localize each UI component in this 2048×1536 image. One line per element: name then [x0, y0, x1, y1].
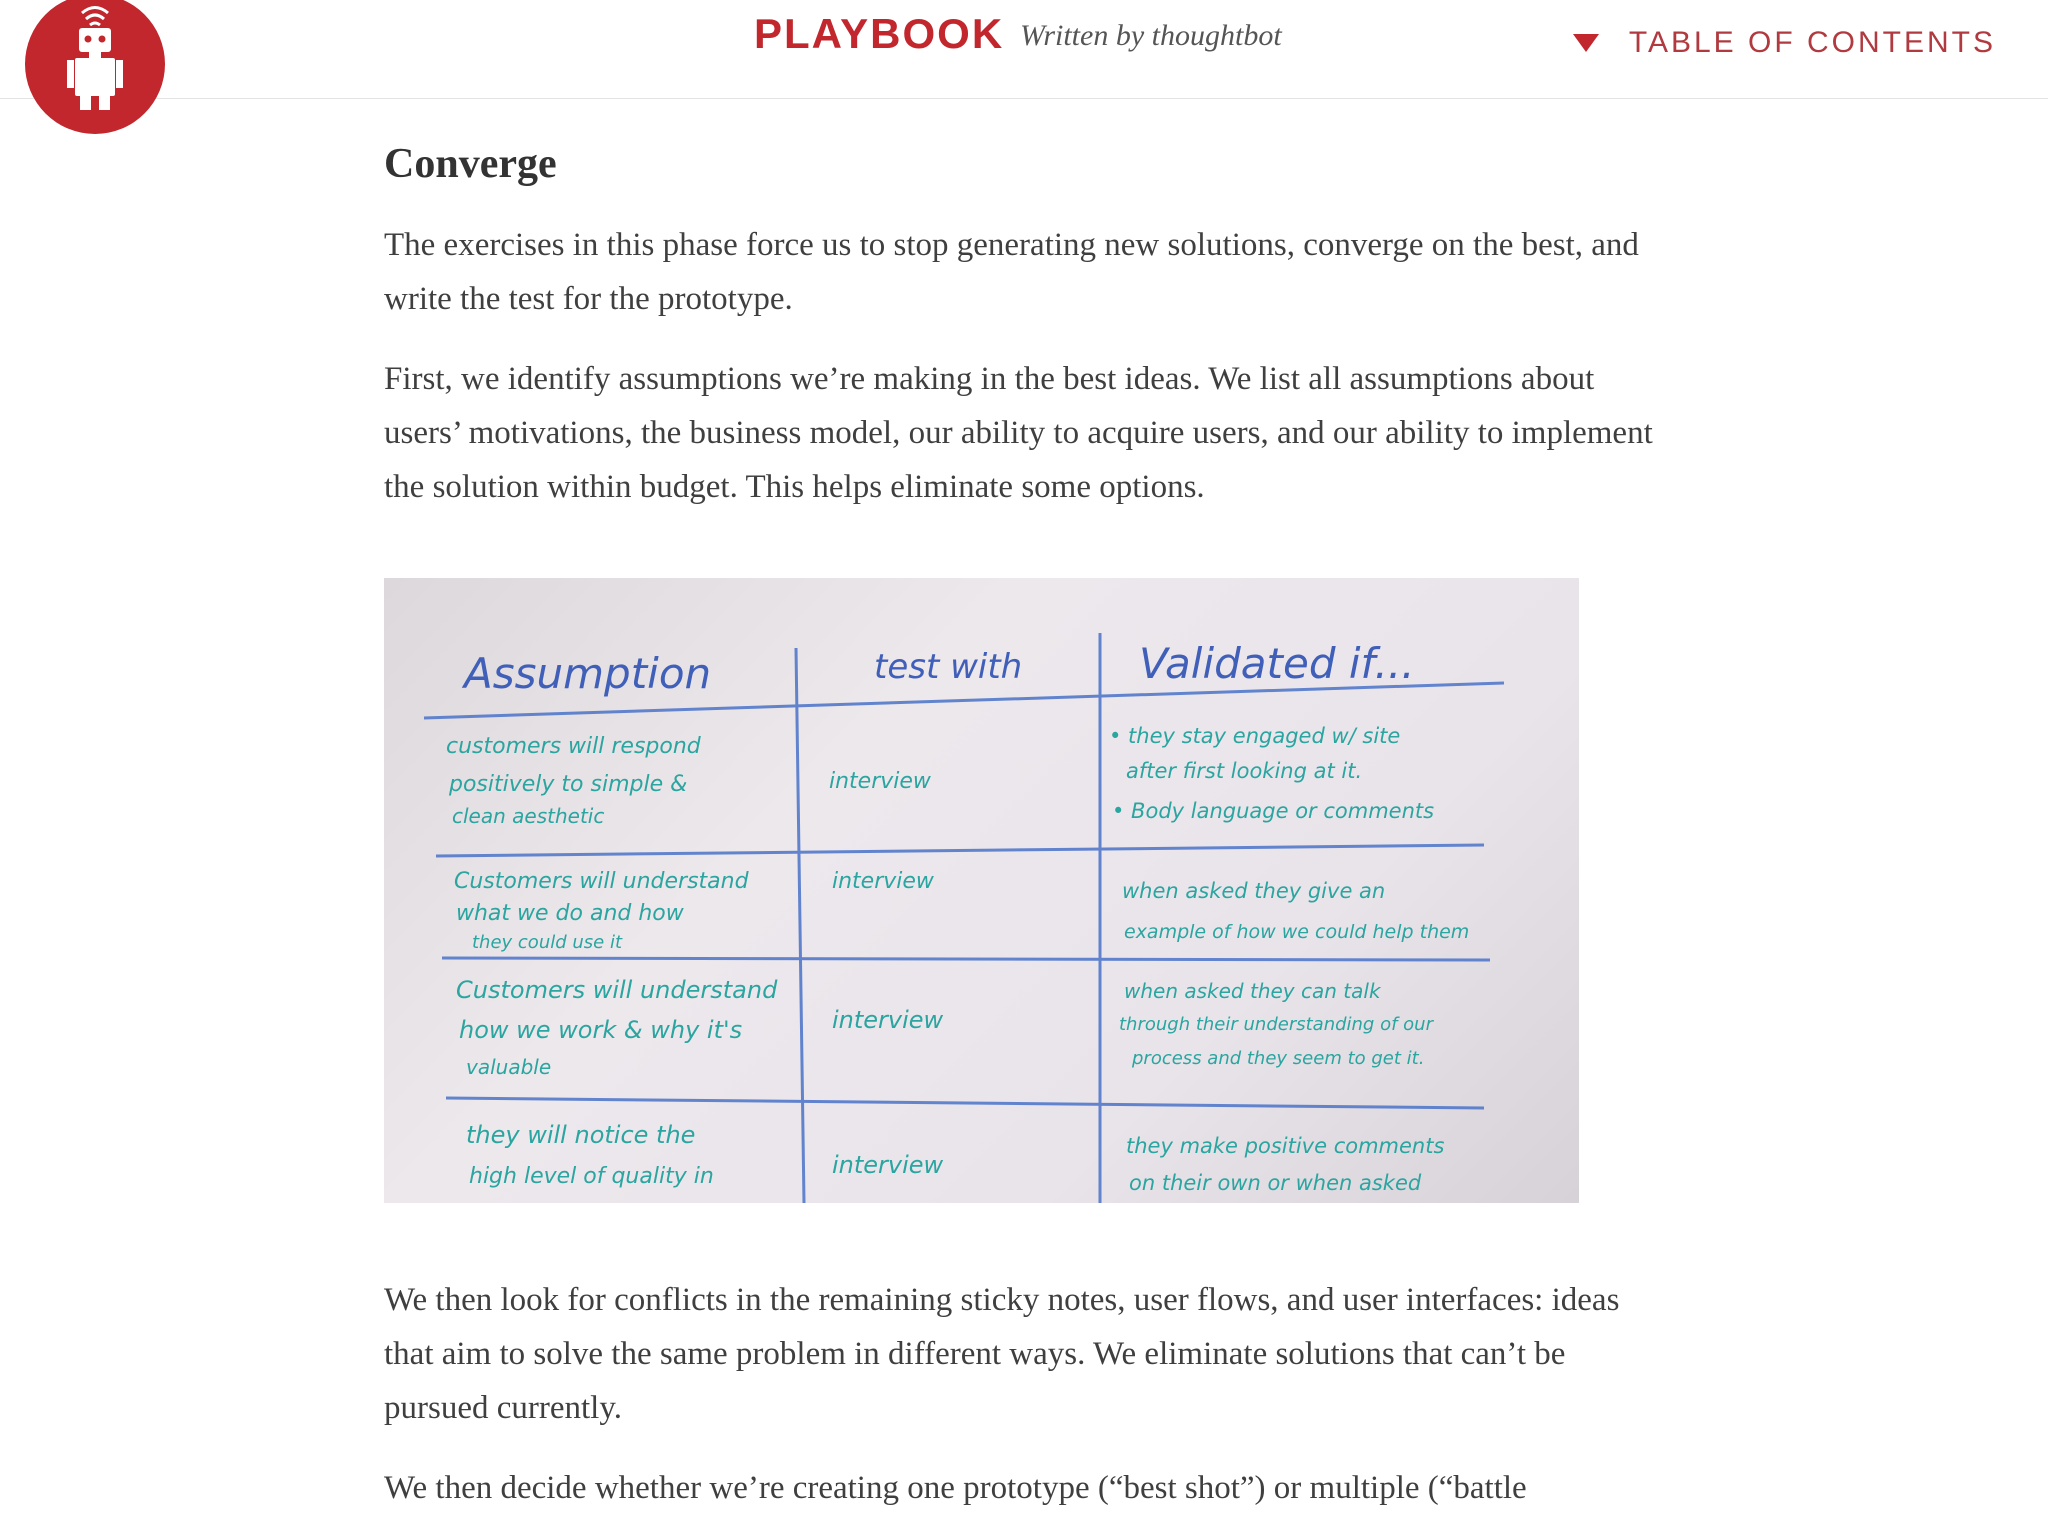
whiteboard-cell: example of how we could help them: [1124, 921, 1470, 943]
whiteboard-header: Assumption: [464, 649, 712, 698]
whiteboard-table: [384, 578, 1579, 1203]
whiteboard-cell: • Body language or comments: [1112, 799, 1435, 823]
whiteboard-photo: [384, 578, 1579, 1203]
whiteboard-cell: interview: [832, 1006, 944, 1034]
whiteboard-cell: • they stay engaged w/ site: [1109, 724, 1401, 748]
whiteboard-cell: how we work & why it's: [459, 1016, 743, 1044]
whiteboard-cell: when asked they give an: [1122, 879, 1386, 903]
site-header: [0, 0, 2048, 99]
whiteboard-cell: interview: [829, 769, 931, 794]
whiteboard-header: Validated if...: [1139, 639, 1415, 688]
robot-icon: [25, 0, 165, 134]
whiteboard-cell: Customers will understand: [454, 869, 749, 894]
whiteboard-cell: Customers will understand: [456, 976, 778, 1004]
whiteboard-cell: clean aesthetic: [452, 804, 605, 828]
article-content: [384, 140, 1684, 1536]
whiteboard-cell: interview: [832, 869, 934, 894]
brand-tagline: Written by thoughtbot: [1020, 19, 1282, 52]
whiteboard-cell: valuable: [466, 1055, 552, 1079]
thoughtbot-robot-logo[interactable]: [25, 0, 165, 134]
article-paragraph: We then decide whether we’re creating one prototype (“best shot”) or multiple (“battle: [384, 1470, 1527, 1506]
whiteboard-cell: what we do and how: [456, 901, 684, 926]
whiteboard-cell: they could use it: [472, 932, 623, 953]
whiteboard-cell: when asked they can talk: [1124, 979, 1381, 1003]
whiteboard-cell: positively to simple &: [449, 772, 688, 797]
whiteboard-cell: they will notice the: [466, 1121, 696, 1149]
article-paragraph: We then look for conflicts in the remaining sticky notes, user flows, and user interfaces: ideas that aim to solve the same problem in different ways. We eliminate solutions that can’t be pursued currently.: [384, 1282, 1620, 1426]
triangle-down-icon: [1573, 34, 1599, 52]
brand-title[interactable]: PLAYBOOK: [754, 10, 1005, 57]
section-heading: Converge: [384, 141, 557, 187]
whiteboard-header: test with: [874, 647, 1023, 687]
whiteboard-cell: on their own or when asked: [1129, 1171, 1422, 1195]
whiteboard-cell: customers will respond: [446, 734, 701, 759]
whiteboard-cell: they make positive comments: [1126, 1134, 1445, 1158]
toc-label: TABLE OF CONTENTS: [1628, 26, 1996, 59]
whiteboard-cell: after first looking at it.: [1126, 759, 1363, 783]
whiteboard-cell: interview: [832, 1151, 944, 1179]
article-paragraph: First, we identify assumptions we’re making in the best ideas. We list all assumptions about users’ motivations, the business model, our ability to acquire users, and our ability to implement the solution within budget. This helps eliminate some options.: [384, 361, 1653, 505]
whiteboard-cell: high level of quality in: [469, 1164, 714, 1189]
whiteboard-cell: process and they seem to get it.: [1132, 1048, 1425, 1069]
article-paragraph: The exercises in this phase force us to stop generating new solutions, converge on the best, and write the test for the prototype.: [384, 227, 1639, 317]
table-of-contents-toggle[interactable]: [1573, 26, 1996, 60]
whiteboard-cell: through their understanding of our: [1119, 1014, 1433, 1035]
